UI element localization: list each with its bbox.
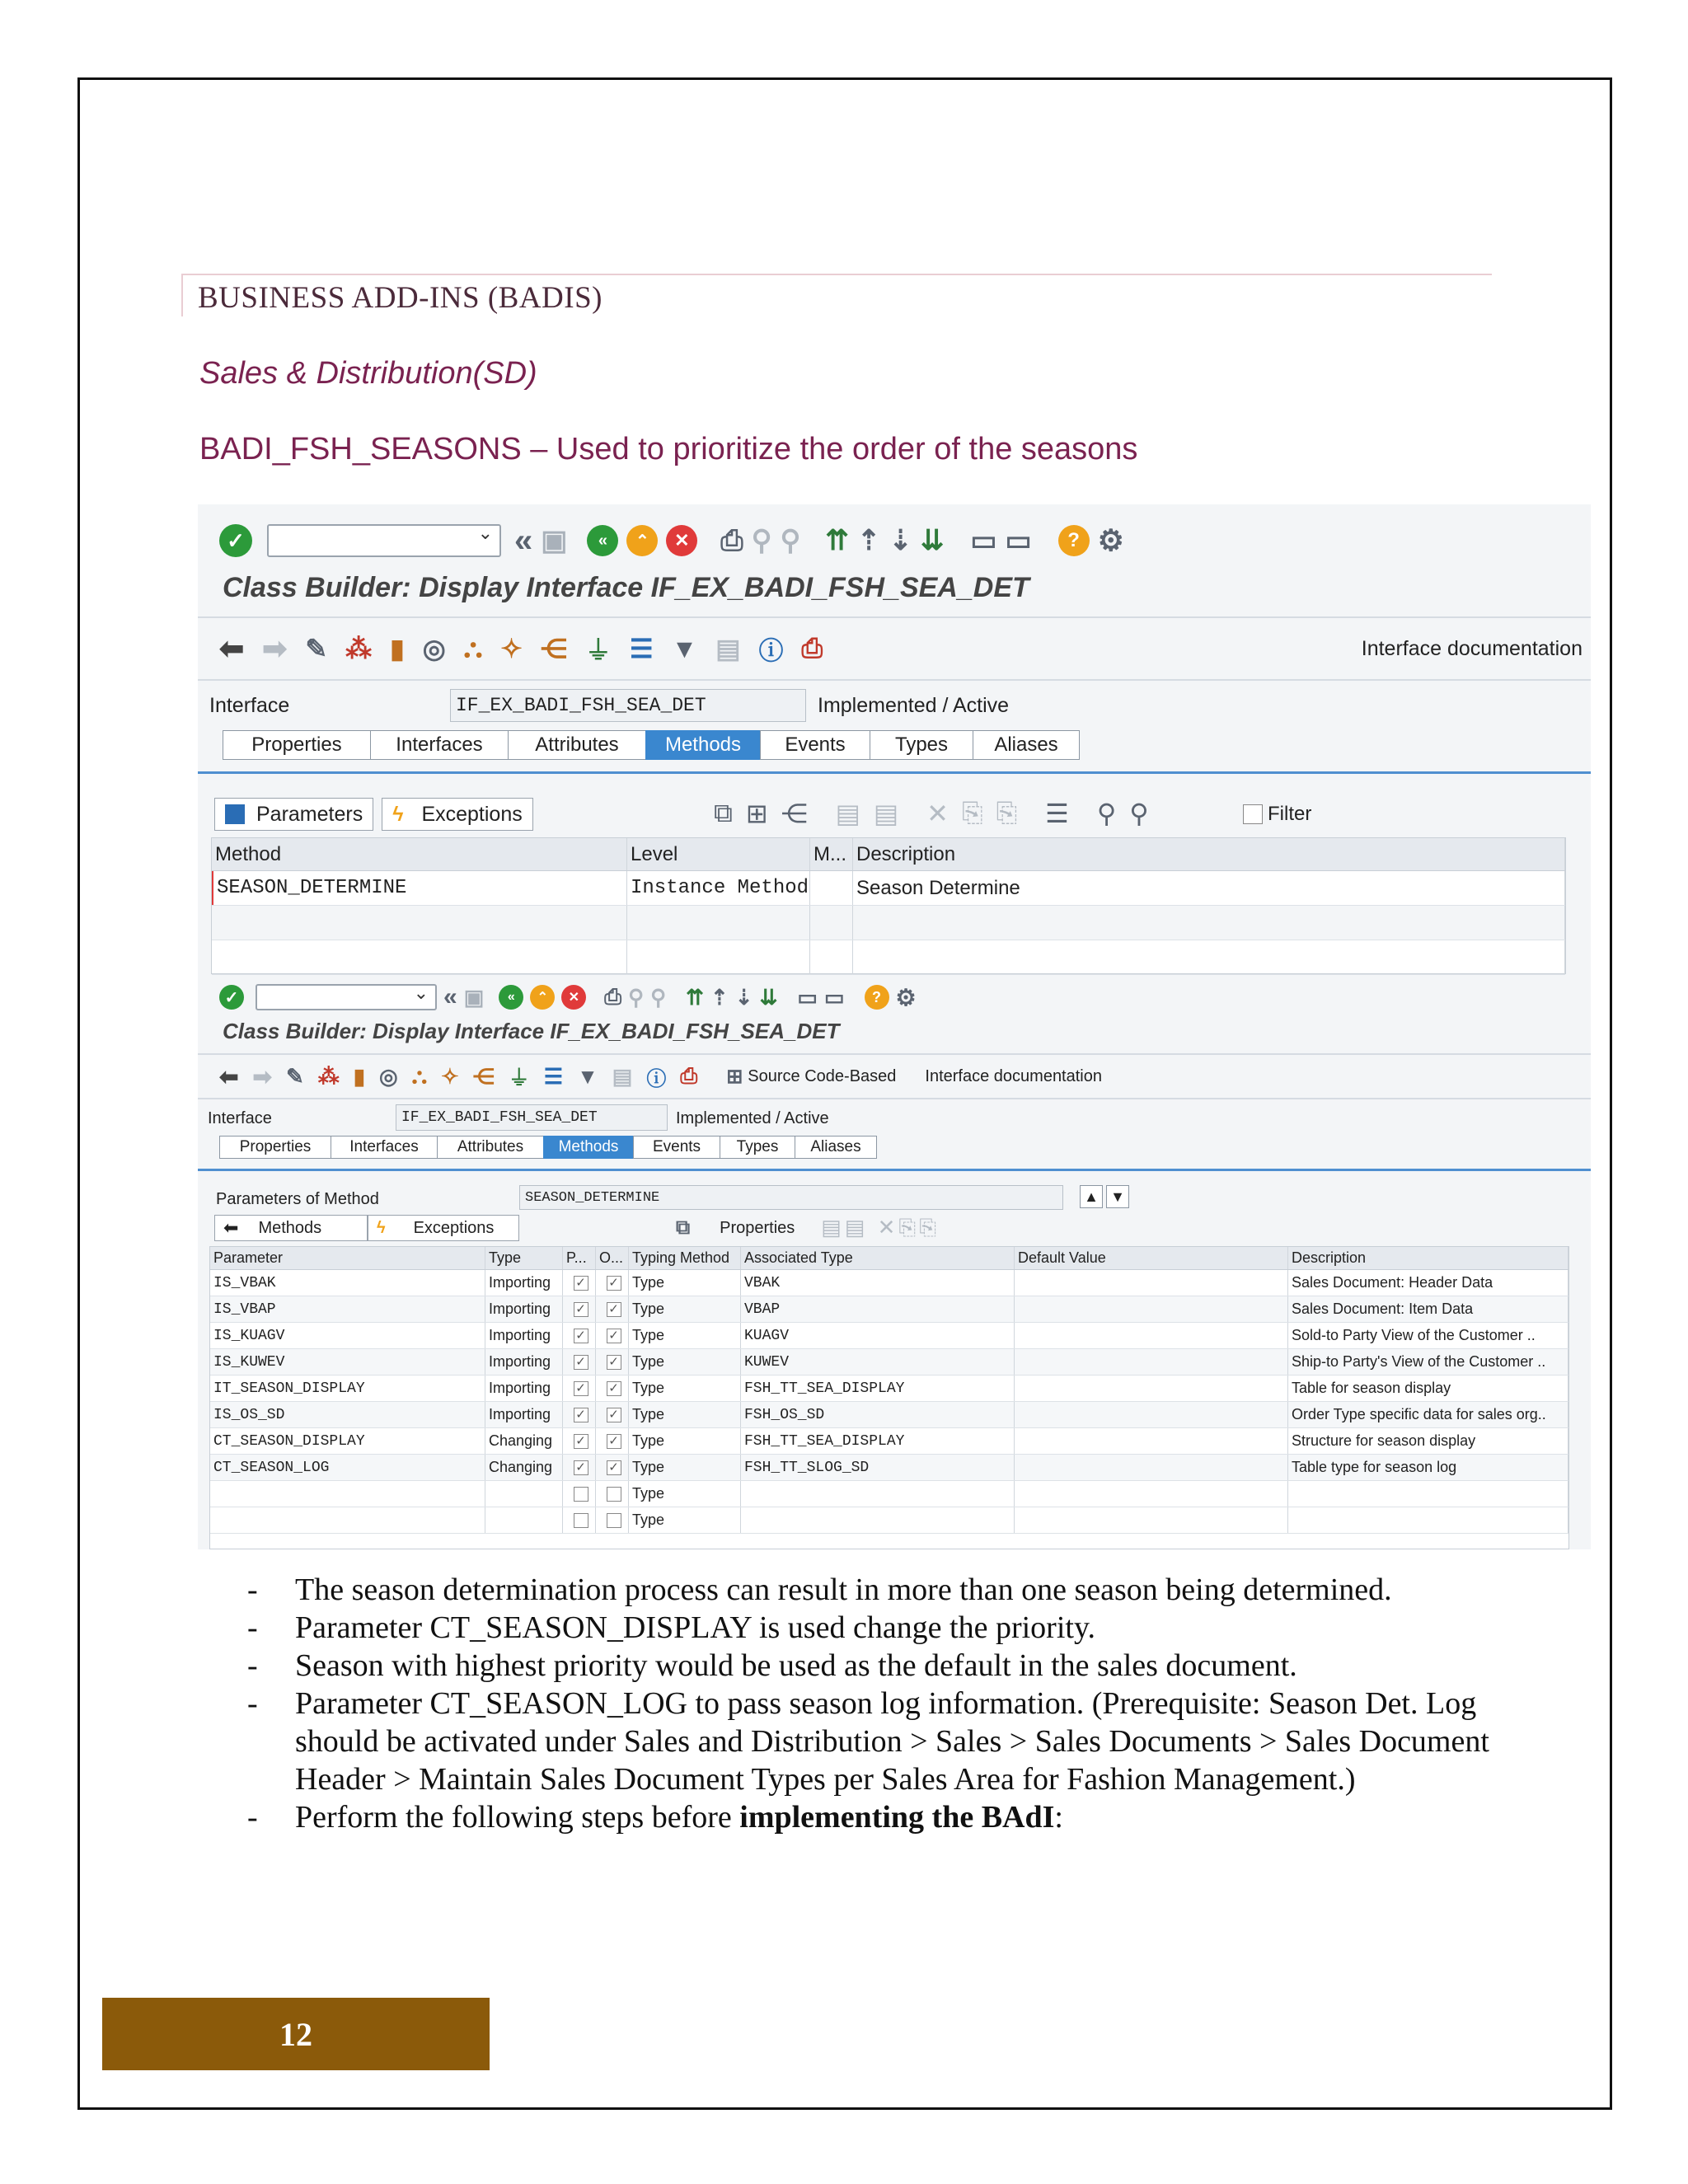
typing-method-cell[interactable]: Type [629, 1402, 741, 1427]
back-arrow-icon[interactable]: ⬅ [219, 1063, 239, 1090]
detail-icon: ⧉ [676, 1216, 691, 1239]
default-value-cell[interactable] [1015, 1481, 1288, 1507]
parameter-description-cell[interactable]: Table for season display [1288, 1376, 1568, 1401]
next-page-icon[interactable]: ⇣ [889, 525, 912, 556]
tab-aliases[interactable]: Aliases [795, 1136, 877, 1159]
typing-method-cell[interactable]: Type [629, 1323, 741, 1348]
print-list-icon[interactable]: ⎙ [680, 1063, 698, 1088]
table-row-empty[interactable] [210, 1481, 1568, 1507]
optional[interactable] [596, 1296, 629, 1322]
properties-label: Properties [720, 1218, 795, 1237]
default-value-cell[interactable] [1015, 1455, 1288, 1480]
table-row[interactable] [210, 1349, 1568, 1376]
table-row[interactable] [210, 1455, 1568, 1481]
application-toolbar-2 [198, 1060, 1591, 1093]
parameter-type-cell[interactable] [485, 1481, 563, 1507]
new-session-icon[interactable]: ▭ [970, 525, 997, 556]
settings-gear-icon[interactable]: ⚙ [895, 984, 917, 1010]
tab-strip [223, 730, 1079, 760]
next-method-icon[interactable]: ▼ [1106, 1185, 1129, 1208]
tab-events[interactable]: Events [633, 1136, 720, 1159]
default-value-cell[interactable] [1015, 1270, 1288, 1296]
optional[interactable] [596, 1481, 629, 1507]
filter-icon[interactable]: ▼ [577, 1063, 598, 1089]
settings-gear-icon[interactable]: ⚙ [1097, 523, 1124, 557]
interface-label: Interface [209, 694, 290, 717]
column-header-description[interactable]: Description [853, 838, 1565, 870]
default-value-cell[interactable] [1015, 1428, 1288, 1454]
exceptions-label: Exceptions [421, 802, 523, 826]
save-icon[interactable]: ▣ [541, 525, 568, 556]
display-change-icon[interactable]: ✎ [285, 1063, 304, 1089]
pass-by-value[interactable] [563, 1428, 596, 1454]
default-value-cell[interactable] [1015, 1323, 1288, 1348]
parameter-description-cell[interactable]: Sold-to Party View of the Customer .. [1288, 1323, 1568, 1348]
parameter-type-cell[interactable]: Importing [485, 1296, 563, 1322]
associated-type-cell[interactable]: FSH_TT_SEA_DISPLAY [741, 1428, 1015, 1454]
associated-type-cell[interactable]: VBAK [741, 1270, 1015, 1296]
shortcut-icon[interactable]: ▭ [1005, 525, 1032, 556]
print-list-icon[interactable]: ⎙ [801, 633, 823, 663]
optional[interactable] [596, 1270, 629, 1296]
associated-type-cell[interactable]: FSH_TT_SEA_DISPLAY [741, 1376, 1015, 1401]
find-grid-icon[interactable]: ⚲ [1096, 799, 1117, 828]
new-session-icon[interactable]: ▭ [797, 984, 818, 1010]
badi-heading: BADI_FSH_SEASONS – Used to prioritize the order of the seasons [199, 432, 1138, 466]
application-toolbar [198, 628, 1591, 669]
interface-label-2: Interface [208, 1109, 272, 1127]
enter-icon[interactable]: ✓ [219, 985, 244, 1010]
exceptions-button[interactable] [382, 798, 533, 831]
paste-icon[interactable]: ⎘ [996, 798, 1018, 827]
optional[interactable] [596, 1323, 629, 1348]
source-code-based-label: Source Code-Based [748, 1066, 897, 1085]
last-bullet-bold: implementing the BAdI [739, 1800, 1055, 1835]
help-icon[interactable]: ? [865, 985, 889, 1010]
last-bullet-end: : [1054, 1800, 1063, 1835]
associated-type-cell[interactable]: KUWEV [741, 1349, 1015, 1375]
parameters-grid [209, 1246, 1569, 1549]
parameters-grid-body [210, 1270, 1568, 1534]
parameter-description-cell[interactable]: Order Type specific data for sales org.. [1288, 1402, 1568, 1427]
optional-checkbox[interactable]: ✓ [607, 1276, 621, 1291]
system-toolbar-2 [198, 981, 1591, 1014]
filter-icon[interactable]: ▼ [671, 633, 698, 663]
print-icon[interactable]: ⎙ [720, 524, 743, 556]
optional[interactable] [596, 1349, 629, 1375]
pass-by-value-checkbox[interactable]: ✓ [574, 1460, 588, 1475]
typing-method-cell[interactable]: Type [629, 1270, 741, 1296]
methods-grid-header [212, 838, 1565, 871]
back-icon[interactable]: « [499, 985, 523, 1010]
activate-icon[interactable]: ◎ [379, 1063, 398, 1089]
check-icon[interactable]: ▮ [390, 634, 405, 663]
table-row-empty [212, 906, 1565, 940]
default-value-cell[interactable] [1015, 1376, 1288, 1401]
parameter-description-cell[interactable]: Sales Document: Header Data [1288, 1270, 1568, 1296]
sort-list-icon[interactable]: ☰ [1045, 799, 1069, 828]
column-header-description[interactable]: Description [1288, 1247, 1568, 1269]
associated-type-cell[interactable] [741, 1481, 1015, 1507]
parameter-description-cell[interactable]: Sales Document: Item Data [1288, 1296, 1568, 1322]
methods-grid [211, 837, 1566, 974]
cancel-icon[interactable]: ✕ [561, 985, 586, 1010]
tab-attributes[interactable]: Attributes [508, 730, 646, 760]
hierarchy-icon[interactable]: ⏚ [584, 635, 612, 665]
default-value-cell[interactable] [1015, 1296, 1288, 1322]
method-nav-buttons [1080, 1185, 1129, 1208]
column-header-level[interactable]: Level [627, 838, 810, 870]
parameter-type-cell[interactable]: Changing [485, 1428, 563, 1454]
pass-by-value-checkbox[interactable]: ✓ [574, 1434, 588, 1449]
check-icon[interactable]: ▮ [353, 1063, 366, 1089]
tab-types[interactable]: Types [870, 730, 973, 760]
find-next-icon[interactable]: ⚲ [650, 984, 667, 1010]
column-header-optional[interactable]: O... [596, 1247, 629, 1269]
exceptions-lightning-icon: ϟ [392, 802, 404, 826]
pass-by-value-checkbox[interactable]: ✓ [574, 1408, 588, 1422]
parameter-name-cell[interactable] [210, 1507, 485, 1533]
parameter-type-cell[interactable]: Changing [485, 1455, 563, 1480]
sap-window-methods [198, 504, 1591, 974]
screen-title-2: Class Builder: Display Interface IF_EX_BADI_FSH_SEA_DET [223, 1019, 840, 1043]
status-text-2: Implemented / Active [676, 1109, 829, 1127]
associated-type-cell[interactable]: FSH_OS_SD [741, 1402, 1015, 1427]
pass-by-value[interactable] [563, 1455, 596, 1480]
status-text: Implemented / Active [818, 694, 1010, 717]
optional-checkbox[interactable]: ✓ [607, 1460, 621, 1475]
associated-type-cell[interactable] [741, 1507, 1015, 1533]
back-arrow-icon[interactable]: ⬅ [219, 631, 245, 665]
method-subtoolbar [214, 798, 533, 831]
parameter-name-cell[interactable]: IS_VBAK [210, 1270, 485, 1296]
list-item: - Parameter CT_SEASON_LOG to pass season log information. (Prerequisite: Season Det. Log should be activated under Sales and Distribution > Sales > Sales Documents > Sales Document Header > Maintain Sales Document Types per Sales Area for Fashion Management.) [239, 1685, 1525, 1798]
default-value-cell[interactable] [1015, 1402, 1288, 1427]
method-name-cell[interactable]: SEASON_DETERMINE [212, 871, 627, 905]
associated-type-cell[interactable]: FSH_TT_SLOG_SD [741, 1455, 1015, 1480]
last-page-icon[interactable]: ⇊ [759, 984, 778, 1010]
cut-icon[interactable]: ✕ [926, 799, 949, 828]
interface-documentation-button[interactable]: Interface documentation [1361, 636, 1582, 660]
typing-method-cell[interactable]: Type [629, 1481, 741, 1507]
optional[interactable] [596, 1428, 629, 1454]
find-icon[interactable]: ⚲ [751, 525, 772, 556]
typing-method-cell[interactable]: Type [629, 1455, 741, 1480]
list-item [239, 1798, 1525, 1836]
typing-method-cell[interactable]: Type [629, 1507, 741, 1533]
object-list-icon[interactable]: ⋲ [472, 1063, 495, 1089]
parameter-type-cell[interactable]: Importing [485, 1402, 563, 1427]
back-double-icon[interactable]: « [514, 522, 533, 559]
display-change-icon[interactable]: ✎ [305, 634, 328, 663]
page-number: 12 [279, 2015, 312, 2053]
header-rule-tick [181, 274, 183, 316]
optional-checkbox[interactable]: ✓ [607, 1355, 621, 1370]
bullet-list [239, 1571, 1525, 1836]
parameter-description-cell[interactable]: Ship-to Party's View of the Customer .. [1288, 1349, 1568, 1375]
optional-checkbox[interactable]: ✓ [607, 1434, 621, 1449]
hierarchy-icon[interactable]: ⏚ [508, 1065, 530, 1090]
typing-method-cell[interactable]: Type [629, 1349, 741, 1375]
source-code-icon[interactable]: ⊞ [745, 799, 768, 828]
exceptions-label: Exceptions [413, 1218, 495, 1237]
first-page-icon[interactable]: ⇈ [686, 984, 704, 1010]
where-used-icon[interactable]: ⛬ [463, 633, 483, 663]
associated-type-cell[interactable]: KUAGV [741, 1323, 1015, 1348]
first-page-icon[interactable]: ⇈ [825, 525, 849, 556]
find-next-icon[interactable]: ⚲ [780, 525, 801, 556]
optional[interactable] [596, 1507, 629, 1533]
section-heading: Sales & Distribution(SD) [199, 356, 537, 391]
pass-by-value[interactable] [563, 1481, 596, 1507]
row-edit-icons[interactable]: ▤▤ ✕⎘⎘ [821, 1215, 940, 1240]
insert-row-icon[interactable]: ▤ [835, 799, 860, 828]
exceptions-button[interactable] [368, 1215, 519, 1241]
pass-by-value[interactable] [563, 1402, 596, 1427]
pass-by-value[interactable] [563, 1349, 596, 1375]
parameter-subtoolbar [214, 1215, 940, 1241]
table-row[interactable] [212, 871, 1565, 906]
table-row[interactable] [210, 1402, 1568, 1428]
list-item: - The season determination process can result in more than one season being determined. [239, 1571, 1525, 1609]
navigate-icon[interactable]: ⋲ [781, 799, 808, 828]
column-header-type[interactable]: Type [485, 1247, 563, 1269]
parameter-name-cell[interactable]: CT_SEASON_DISPLAY [210, 1428, 485, 1454]
object-list-icon[interactable]: ⋲ [540, 634, 567, 663]
test-icon[interactable]: ✧ [440, 1063, 459, 1089]
parameters-icon [225, 804, 245, 824]
tab-methods[interactable]: Methods [543, 1136, 634, 1159]
pass-by-value-checkbox[interactable]: ✓ [574, 1329, 588, 1343]
table-row[interactable] [210, 1323, 1568, 1349]
exit-icon[interactable]: ⌃ [530, 985, 555, 1010]
filter-checkbox-wrap [1243, 803, 1311, 826]
tab-properties[interactable]: Properties [223, 730, 371, 760]
parameter-type-cell[interactable] [485, 1507, 563, 1533]
layout-icon[interactable]: ▤ [715, 634, 741, 663]
list-item: - Season with highest priority would be used as the default in the sales document. [239, 1647, 1525, 1685]
command-field-2[interactable] [256, 984, 437, 1010]
cancel-icon[interactable]: ✕ [666, 525, 697, 556]
layout-icon[interactable]: ▤ [612, 1063, 633, 1089]
sap-screenshot [198, 504, 1591, 1549]
grid-toolbar [714, 798, 1149, 829]
system-toolbar [198, 519, 1591, 562]
print-icon[interactable]: ⎙ [604, 984, 622, 1009]
source-code-based-button[interactable] [726, 1065, 896, 1089]
last-bullet-text: Perform the following steps before [295, 1800, 740, 1835]
column-header-pass-value[interactable]: P... [563, 1247, 596, 1269]
table-row[interactable] [210, 1428, 1568, 1455]
last-page-icon[interactable]: ⇊ [920, 525, 945, 556]
header-rule [181, 274, 1492, 275]
document-title: BUSINESS ADD-INS (BADIS) [198, 281, 603, 315]
properties-button[interactable] [668, 1215, 803, 1241]
tab-attributes[interactable]: Attributes [437, 1136, 544, 1159]
optional-checkbox[interactable]: ✓ [607, 1302, 621, 1317]
optional-checkbox[interactable] [607, 1513, 621, 1528]
table-row-empty [212, 940, 1565, 975]
table-row-empty[interactable] [210, 1507, 1568, 1534]
pass-by-value-checkbox[interactable] [574, 1487, 588, 1502]
tab-interfaces[interactable]: Interfaces [331, 1136, 438, 1159]
forward-arrow-icon[interactable]: ➡ [262, 631, 288, 665]
tab-properties[interactable]: Properties [219, 1136, 331, 1159]
parameter-name-cell[interactable]: IT_SEASON_DISPLAY [210, 1376, 485, 1401]
pass-by-value-checkbox[interactable]: ✓ [574, 1355, 588, 1370]
save-icon[interactable]: ▣ [463, 984, 485, 1010]
sort-icon[interactable]: ☰ [543, 1063, 564, 1089]
filter-checkbox[interactable] [1243, 804, 1263, 824]
optional-checkbox[interactable]: ✓ [607, 1381, 621, 1396]
active-inactive-icon[interactable]: ⁂ [345, 634, 373, 663]
parameter-type-cell[interactable]: Importing [485, 1270, 563, 1296]
pass-by-value[interactable] [563, 1323, 596, 1348]
default-value-cell[interactable] [1015, 1349, 1288, 1375]
page-number-badge [102, 1998, 490, 2070]
tab-aliases[interactable]: Aliases [973, 730, 1080, 760]
parameter-type-cell[interactable]: Importing [485, 1376, 563, 1401]
tab-methods[interactable]: Methods [645, 730, 761, 760]
back-icon[interactable]: « [587, 525, 618, 556]
parameter-name-cell[interactable]: CT_SEASON_LOG [210, 1455, 485, 1480]
find-next-grid-icon[interactable]: ⚲ [1129, 799, 1149, 828]
interface-field[interactable]: IF_EX_BADI_FSH_SEA_DET [450, 689, 806, 722]
parameter-type-cell[interactable]: Importing [485, 1349, 563, 1375]
find-icon[interactable]: ⚲ [628, 984, 645, 1010]
parameters-button[interactable] [214, 798, 373, 831]
pass-by-value-checkbox[interactable]: ✓ [574, 1381, 588, 1396]
optional-checkbox[interactable]: ✓ [607, 1329, 621, 1343]
default-value-cell[interactable] [1015, 1507, 1288, 1533]
optional[interactable] [596, 1376, 629, 1401]
previous-page-icon[interactable]: ⇡ [856, 525, 881, 556]
parameter-description-cell[interactable]: Structure for season display [1288, 1428, 1568, 1454]
pass-by-value-checkbox[interactable] [574, 1513, 588, 1528]
parameter-description-cell[interactable] [1288, 1481, 1568, 1507]
column-header-modeled[interactable]: M... [810, 838, 853, 870]
info-icon[interactable]: ⓘ [758, 638, 784, 665]
tab-strip-2 [219, 1136, 876, 1159]
screen-title: Class Builder: Display Interface IF_EX_BADI_FSH_SEA_DET [223, 572, 1029, 603]
typing-method-cell[interactable]: Type [629, 1376, 741, 1401]
column-header-typing-method[interactable]: Typing Method [629, 1247, 741, 1269]
source-code-icon: ⊞ [726, 1065, 743, 1088]
optional[interactable] [596, 1402, 629, 1427]
where-used-icon[interactable]: ⛬ [411, 1063, 427, 1088]
table-row[interactable] [210, 1296, 1568, 1323]
column-header-parameter[interactable]: Parameter [210, 1247, 485, 1269]
method-level-cell[interactable]: Instance Method [627, 871, 810, 905]
optional[interactable] [596, 1455, 629, 1480]
sap-window-parameters [198, 974, 1591, 1549]
delete-row-icon[interactable]: ▤ [873, 799, 899, 828]
parameter-description-cell[interactable] [1288, 1507, 1568, 1533]
forward-arrow-icon[interactable]: ➡ [252, 1063, 272, 1090]
pass-by-value-checkbox[interactable]: ✓ [574, 1276, 588, 1291]
pass-by-value[interactable] [563, 1296, 596, 1322]
method-name-field[interactable]: SEASON_DETERMINE [519, 1185, 1063, 1210]
help-icon[interactable]: ? [1058, 525, 1090, 556]
parameters-of-method-label: Parameters of Method [216, 1190, 379, 1208]
parameter-name-cell[interactable]: IS_KUWEV [210, 1349, 485, 1375]
back-double-icon[interactable]: « [443, 983, 457, 1010]
exit-icon[interactable]: ⌃ [626, 525, 658, 556]
optional-checkbox[interactable] [607, 1487, 621, 1502]
activate-icon[interactable]: ◎ [422, 634, 446, 663]
previous-page-icon[interactable]: ⇡ [710, 984, 729, 1010]
enter-icon[interactable]: ✓ [219, 524, 252, 557]
active-inactive-icon[interactable]: ⁂ [317, 1063, 340, 1089]
method-modeled-cell[interactable] [810, 871, 853, 905]
next-page-icon[interactable]: ⇣ [734, 984, 753, 1010]
parameter-description-cell[interactable]: Table type for season log [1288, 1455, 1568, 1480]
pass-by-value[interactable] [563, 1376, 596, 1401]
parameters-label: Parameters [256, 802, 363, 826]
previous-method-icon[interactable]: ▲ [1080, 1185, 1103, 1208]
pass-by-value[interactable] [563, 1270, 596, 1296]
table-row[interactable] [210, 1270, 1568, 1296]
optional-checkbox[interactable]: ✓ [607, 1408, 621, 1422]
exceptions-lightning-icon: ϟ [377, 1218, 386, 1237]
parameter-name-cell[interactable]: IS_VBAP [210, 1296, 485, 1322]
column-header-default-value[interactable]: Default Value [1015, 1247, 1288, 1269]
interface-field-2[interactable]: IF_EX_BADI_FSH_SEA_DET [396, 1104, 668, 1131]
parameter-type-cell[interactable]: Importing [485, 1323, 563, 1348]
parameters-grid-header [210, 1247, 1568, 1270]
method-description-cell[interactable]: Season Determine [853, 871, 1565, 905]
typing-method-cell[interactable]: Type [629, 1296, 741, 1322]
parameter-name-cell[interactable]: IS_KUAGV [210, 1323, 485, 1348]
parameter-name-cell[interactable] [210, 1481, 485, 1507]
column-header-method[interactable]: Method [212, 838, 627, 870]
typing-method-cell[interactable]: Type [629, 1428, 741, 1454]
detail-icon[interactable]: ⧉ [714, 798, 733, 827]
list-item: - Parameter CT_SEASON_DISPLAY is used change the priority. [239, 1609, 1525, 1647]
methods-button[interactable] [214, 1215, 368, 1241]
tab-events[interactable]: Events [760, 730, 870, 760]
command-field[interactable] [267, 524, 501, 557]
sort-icon[interactable]: ☰ [629, 634, 654, 663]
copy-icon[interactable]: ⎘ [961, 798, 983, 827]
filter-label: Filter [1268, 803, 1312, 825]
associated-type-cell[interactable]: VBAP [741, 1296, 1015, 1322]
shortcut-icon[interactable]: ▭ [823, 984, 845, 1010]
interface-documentation-button[interactable]: Interface documentation [925, 1066, 1102, 1085]
tab-interfaces[interactable]: Interfaces [370, 730, 509, 760]
table-row[interactable] [210, 1376, 1568, 1402]
tab-types[interactable]: Types [720, 1136, 795, 1159]
pass-by-value-checkbox[interactable]: ✓ [574, 1302, 588, 1317]
methods-label: Methods [258, 1218, 322, 1237]
info-icon[interactable]: ⓘ [646, 1067, 667, 1090]
parameter-name-cell[interactable]: IS_OS_SD [210, 1402, 485, 1427]
pass-by-value[interactable] [563, 1507, 596, 1533]
column-header-associated-type[interactable]: Associated Type [741, 1247, 1015, 1269]
back-arrow-small-icon: ⬅ [223, 1217, 239, 1238]
test-icon[interactable]: ✧ [500, 634, 523, 663]
